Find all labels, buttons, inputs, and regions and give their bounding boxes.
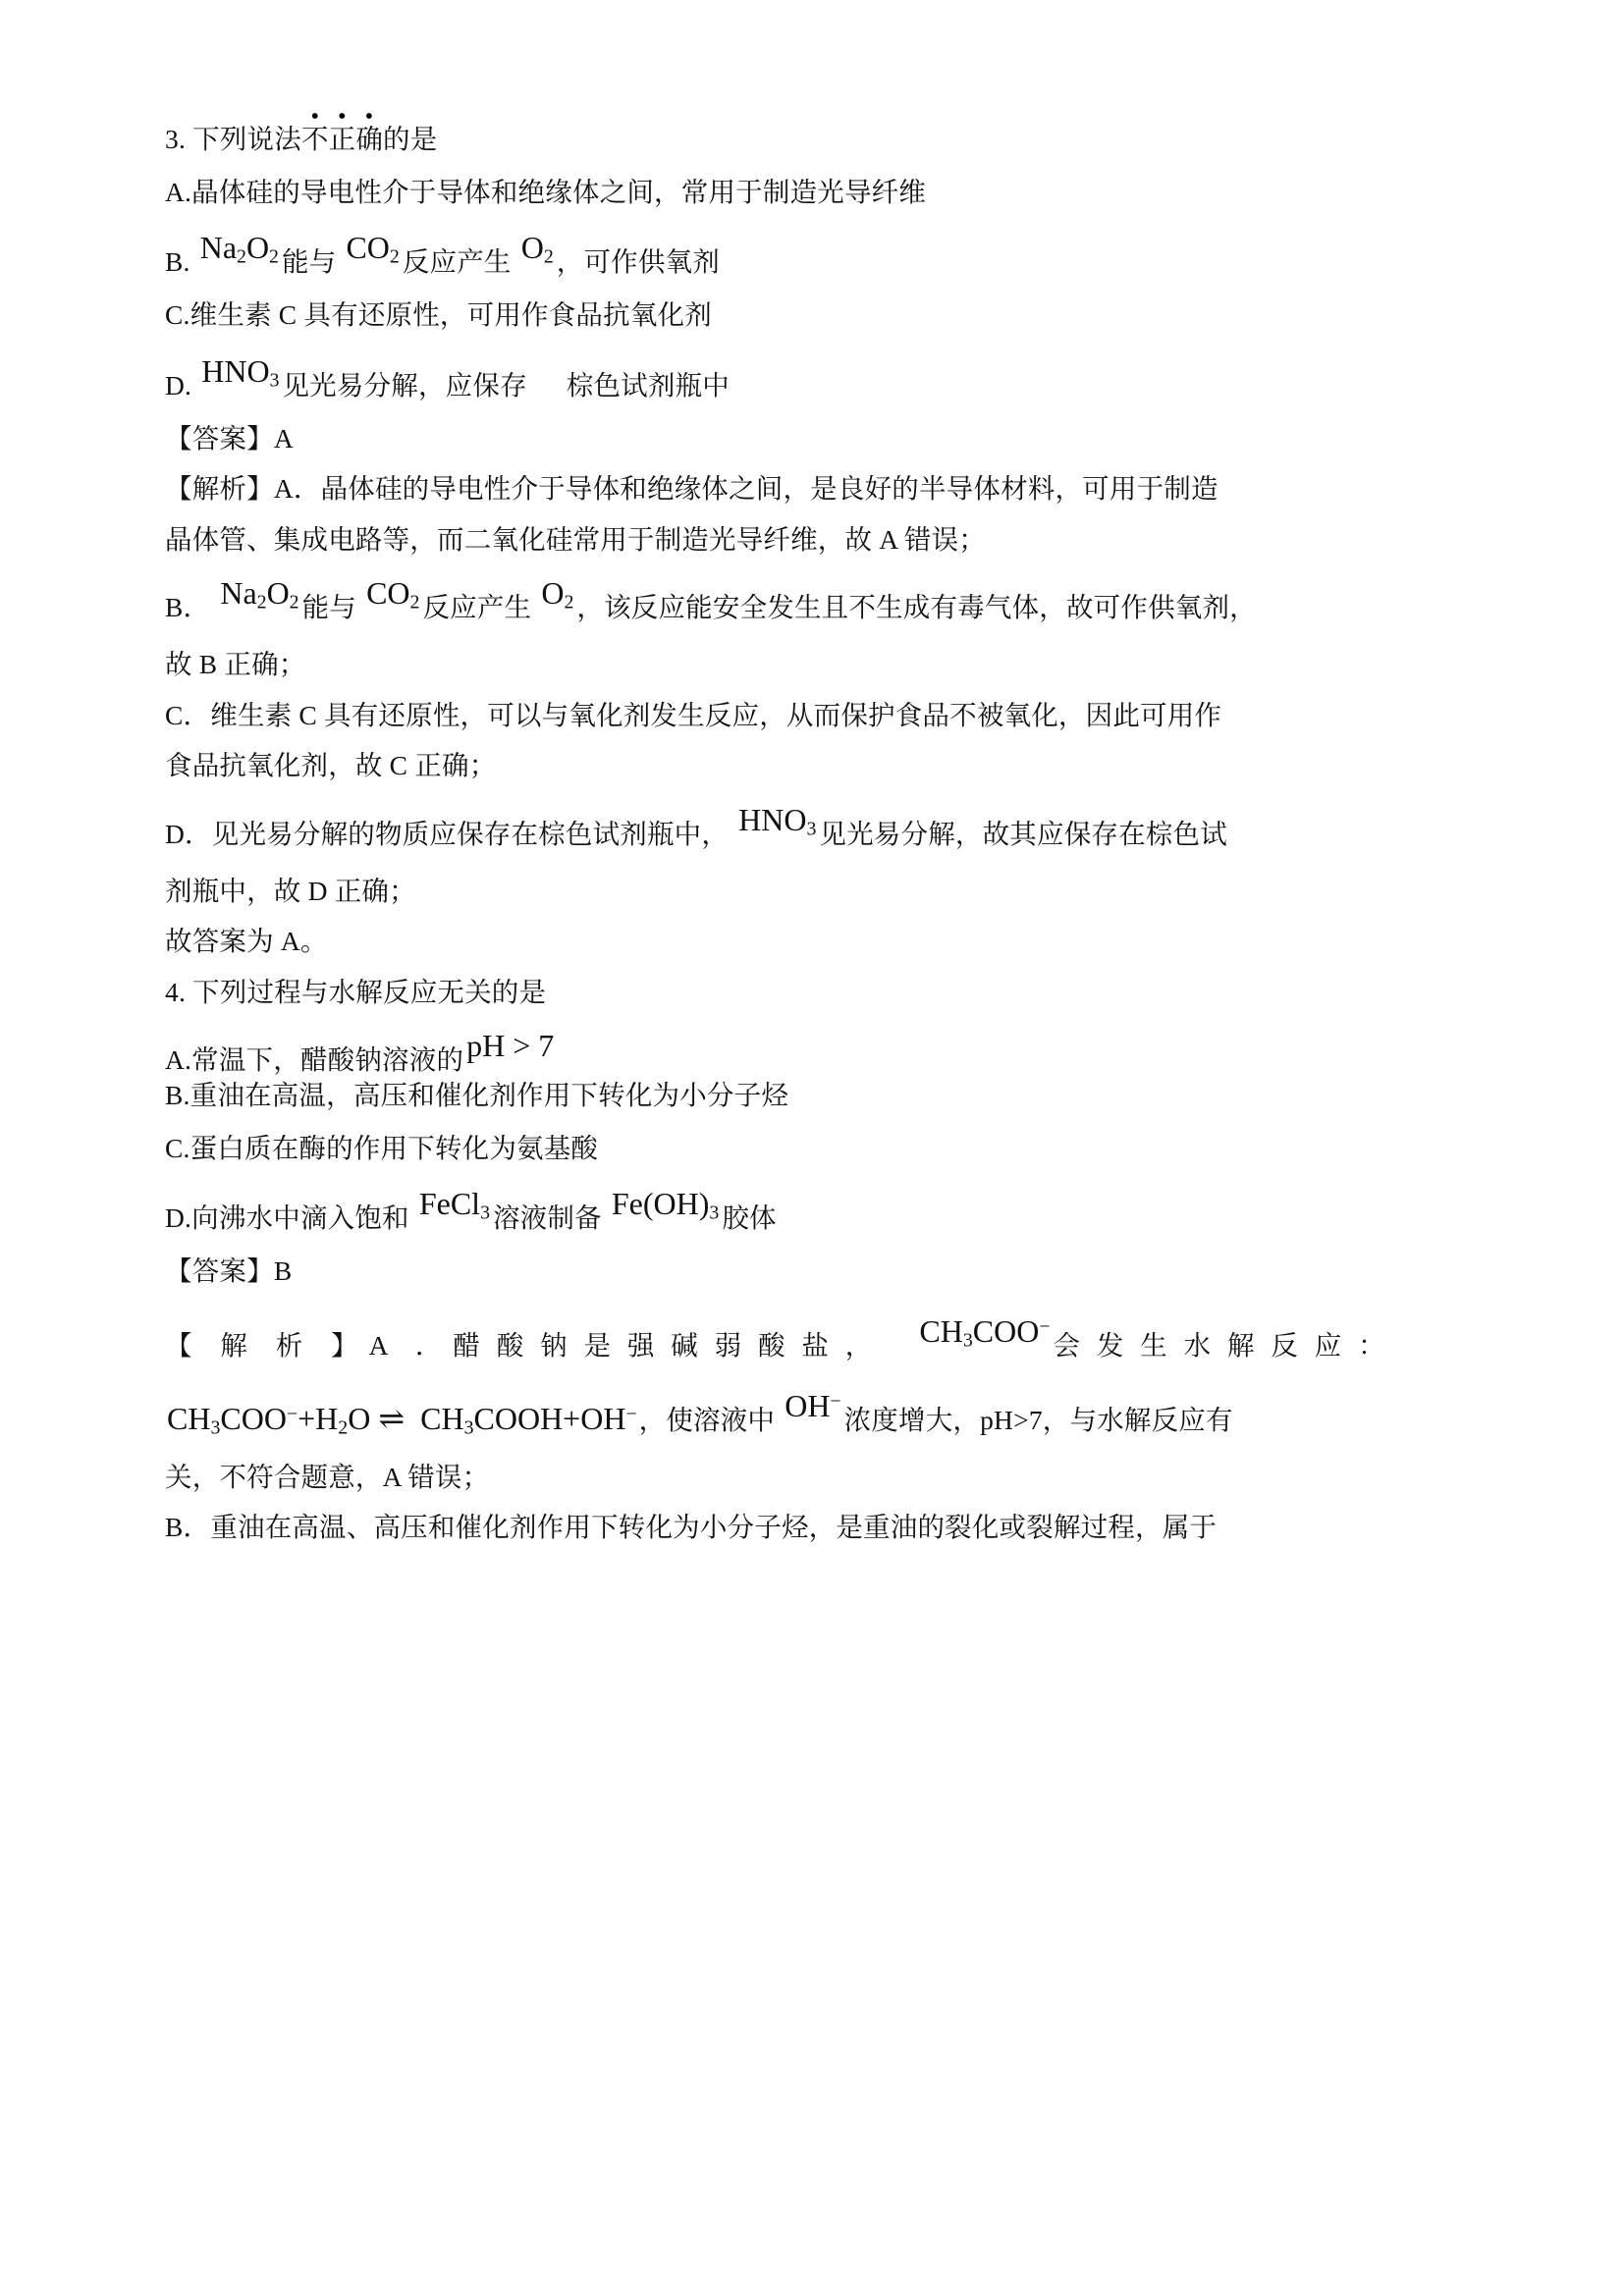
question-3-stem-before: 下列说法: [192, 124, 301, 154]
question-3-analysis-d-line2: [165, 875, 1471, 906]
question-4-analysis-equation-line: [165, 1387, 1471, 1438]
analysis-conclusion: 故答案为 A。: [165, 926, 328, 956]
analysis-d-label: D．: [165, 818, 212, 849]
q4-option-d-text-2: 溶液制备: [492, 1202, 602, 1233]
formula-nitric-acid-analysis: $HNO_3$: [738, 801, 817, 839]
question-3-option-b: [165, 231, 1471, 276]
analysis-b-label: B．: [165, 592, 211, 622]
option-d-text-2: 棕色试剂瓶中: [566, 369, 730, 400]
formula-sodium-peroxide: $Na_2O_2$: [199, 230, 279, 268]
q4-analysis-a-text-2: 会 发 生 水 解 反 应 ：: [1053, 1329, 1390, 1361]
option-c-text: 维生素 C 具有还原性，可用作食品抗氧化剂: [189, 299, 712, 330]
question-4-stem: [165, 976, 1471, 1007]
option-b-label: B.: [165, 246, 190, 277]
question-4-option-d: [165, 1187, 1471, 1232]
formula-iron-chloride: FeCl$_3$: [418, 1186, 490, 1224]
question-4-analysis-b-line1: [165, 1514, 1471, 1541]
question-4-analysis-a-line3: [165, 1461, 1471, 1492]
q4-option-d-text-1: 向沸水中滴入饱和: [191, 1202, 409, 1233]
question-3-analysis-c-line1: [165, 699, 1471, 730]
formula-oxygen: $O_2$: [520, 230, 554, 268]
q4-option-a-text: 常温下，醋酸钠溶液的: [191, 1044, 464, 1075]
q4-option-d-text-3: 胶体: [722, 1202, 777, 1233]
question-4-option-b: [165, 1082, 1471, 1109]
q4-analysis-a-text-1: 醋 酸 钠 是 强 碱 弱 酸 盐 ，: [453, 1329, 878, 1361]
question-3-analysis-b-line1: [165, 576, 1471, 621]
analysis-d-text-1: 见光易分解的物质应保存在棕色试剂瓶中，: [211, 818, 730, 849]
option-d-label: D.: [165, 369, 192, 400]
analysis-d-text-2: 见光易分解，故其应保存在棕色试: [819, 818, 1227, 849]
question-3-analysis-c-line2: [165, 752, 1471, 779]
formula-sodium-peroxide-analysis: $Na_2O_2$: [220, 575, 299, 614]
q4-analysis-eq-tail-1: ，使溶液中: [638, 1404, 776, 1435]
q4-option-c-text: 蛋白质在酶的作用下转化为氨基酸: [189, 1132, 599, 1163]
formula-iron-hydroxide: $Fe(OH)_3$: [611, 1186, 720, 1224]
option-c-label: C.: [165, 299, 190, 330]
q4-option-d-label: D.: [165, 1202, 192, 1233]
analysis-b-text-4: 故 B 正确；: [165, 649, 306, 679]
q4-option-b-label: B.: [165, 1080, 190, 1110]
analysis-b-text-2: 反应产生: [422, 592, 532, 622]
analysis-b-text-3: ，该反应能安全发生且不生成有毒气体，故可作供氧剂，: [576, 592, 1257, 622]
analysis-label: 【解析】: [165, 473, 274, 504]
analysis-c-text-2: 食品抗氧化剂，故 C 正确；: [165, 750, 497, 780]
analysis-b-text-1: 能与: [301, 592, 356, 622]
question-3-analysis-a-line1: [165, 475, 1471, 503]
question-3-stem-emphasis: 不正确: [300, 124, 384, 154]
formula-nitric-acid: $HNO_3$: [201, 352, 280, 391]
question-4-number: 4.: [165, 976, 187, 1007]
q4-answer-label: 【答案】: [165, 1255, 274, 1286]
question-3-option-c: [165, 301, 1471, 329]
formula-acetate-ion: $CH_3COO^-$: [919, 1312, 1051, 1351]
option-a-text: 晶体硅的导电性介于导体和绝缘体之间，常用于制造光导纤维: [191, 176, 927, 207]
answer-label: 【答案】: [165, 422, 274, 454]
question-4-option-a: [165, 1029, 1471, 1074]
formula-hydroxide-ion: OH−: [785, 1387, 841, 1423]
question-4-stem-text: 下列过程与水解反应无关的是: [192, 976, 547, 1007]
option-b-text-3: ，可作供氧剂: [556, 246, 720, 277]
question-3-stem-after: 的是: [383, 124, 438, 154]
q4-analysis-a-label: A ．: [368, 1329, 454, 1361]
question-4-option-c: [165, 1132, 1471, 1163]
question-4-analysis-a-line1: [165, 1314, 1471, 1360]
answer-value: A: [273, 422, 294, 454]
q4-analysis-b-text-1: B．重油在高温、高压和催化剂作用下转化为小分子烃，是重油的裂化或裂解过程，属于: [165, 1512, 1218, 1542]
question-3-analysis-d-line1: [165, 803, 1471, 848]
question-3-number: 3.: [165, 124, 187, 154]
question-3-option-a: [165, 176, 1471, 207]
question-3-conclusion: [165, 928, 1471, 955]
q4-analysis-label: 【 解 析 】: [165, 1329, 369, 1361]
page-content: [165, 126, 1471, 1565]
q4-option-b-text: 重油在高温，高压和催化剂作用下转化为小分子烃: [189, 1080, 789, 1110]
formula-carbon-dioxide-analysis: $CO_2$: [366, 575, 420, 614]
question-4-answer: [165, 1257, 1471, 1285]
option-d-text-1: 见光易分解，应保存: [282, 369, 527, 400]
equation-hydrolysis-acetate: $CH_3COO^-+H_2O$ ⇌ $CH_3COOH+OH^-$: [167, 1400, 637, 1438]
formula-ph-greater-than-7: pH > 7: [466, 1028, 555, 1063]
formula-oxygen-analysis: $O_2$: [541, 575, 574, 614]
q4-analysis-eq-tail-2: 浓度增大，pH>7，与水解反应有: [843, 1404, 1233, 1435]
question-3-stem: [165, 126, 1471, 153]
option-b-text-2: 反应产生: [402, 246, 512, 277]
analysis-a-text-2: 晶体管、集成电路等，而二氧化硅常用于制造光导纤维，故 A 错误；: [165, 523, 986, 555]
analysis-d-text-3: 剂瓶中，故 D 正确；: [165, 875, 416, 906]
question-3-analysis-a-line2: [165, 523, 1471, 555]
question-3-option-d: [165, 354, 1471, 400]
q4-analysis-a-text-3: 关，不符合题意，A 错误；: [165, 1461, 490, 1492]
q4-answer-value: B: [273, 1255, 293, 1286]
analysis-c-text-1: C．维生素 C 具有还原性，可以与氧化剂发生反应，从而保护食品不被氧化，因此可用作: [165, 699, 1222, 730]
analysis-a-text-1: A．晶体硅的导电性介于导体和绝缘体之间，是良好的半导体材料，可用于制造: [273, 473, 1218, 504]
formula-carbon-dioxide: $CO_2$: [346, 230, 400, 268]
question-3-analysis-b-line2: [165, 651, 1471, 678]
option-b-text-1: 能与: [281, 246, 337, 277]
option-a-label: A.: [165, 176, 192, 207]
q4-option-a-label: A.: [165, 1044, 192, 1075]
question-3-answer: [165, 422, 1471, 454]
q4-option-c-label: C.: [165, 1132, 190, 1163]
